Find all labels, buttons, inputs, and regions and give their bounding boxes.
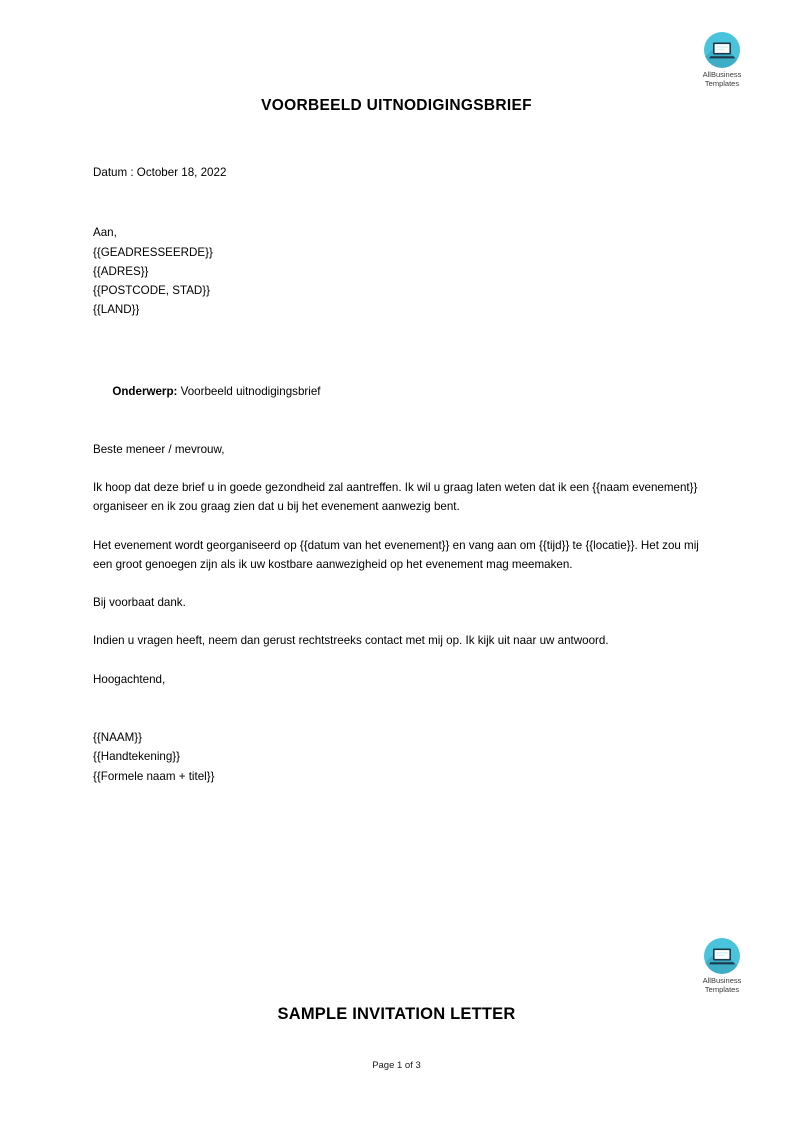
body-paragraph: Indien u vragen heeft, neem dan gerust rechtstreeks contact met mij op. Ik kijk uit naar uw antwoord. xyxy=(93,634,609,648)
body-paragraph: Ik hoop dat deze brief u in goede gezondheid zal aantreffen. Ik wil u graag laten weten dat ik een {{naam evenement}} organiseer en ik zou graag zien dat u bij het evenement aanwezig bent. xyxy=(93,480,698,514)
subject-line xyxy=(93,363,705,421)
brand-logo-bottom xyxy=(686,938,758,994)
brand-logo-top xyxy=(686,32,758,88)
brand-name-line1: AllBusiness xyxy=(702,70,742,79)
address-line: {{GEADRESSEERDE}} xyxy=(93,245,213,259)
address-block xyxy=(93,223,705,319)
closing-line: Hoogachtend, xyxy=(93,672,166,686)
subject-value: Voorbeeld uitnodigingsbrief xyxy=(180,385,321,399)
page-subtitle: SAMPLE INVITATION LETTER xyxy=(277,1005,516,1023)
address-line: {{LAND}} xyxy=(93,303,140,317)
address-line: {{ADRES}} xyxy=(93,264,149,278)
greeting-line: Beste meneer / mevrouw, xyxy=(93,442,225,456)
address-salutation: Aan, xyxy=(93,226,117,240)
logo-circle xyxy=(704,938,740,974)
page-number: Page 1 of 3 xyxy=(372,1060,421,1071)
brand-name-line2: Templates xyxy=(704,985,740,994)
brand-name-line2: Templates xyxy=(704,79,740,88)
date-line: Datum : October 18, 2022 xyxy=(93,166,227,179)
signature-line: {{Formele naam + titel}} xyxy=(93,769,215,783)
subject-label: Onderwerp: xyxy=(112,385,178,399)
laptop-icon xyxy=(704,938,740,974)
laptop-icon xyxy=(704,32,740,68)
signature-block xyxy=(93,728,705,786)
address-line: {{POSTCODE, STAD}} xyxy=(93,284,211,298)
logo-circle xyxy=(704,32,740,68)
letter-body xyxy=(93,163,705,786)
brand-name-line1: AllBusiness xyxy=(702,976,742,985)
page-title: VOORBEELD UITNODIGINGSBRIEF xyxy=(261,97,532,114)
signature-line: {{NAAM}} xyxy=(93,731,142,745)
body-paragraph: Het evenement wordt georganiseerd op {{datum van het evenement}} en vang aan om {{tijd}} te {{locatie}}. Het zou mij een groot genoegen zijn als ik uw kostbare aanwezigheid op het evenement mag meemaken. xyxy=(93,538,699,571)
signature-line: {{Handtekening}} xyxy=(93,750,181,764)
body-paragraph: Bij voorbaat dank. xyxy=(93,596,186,610)
